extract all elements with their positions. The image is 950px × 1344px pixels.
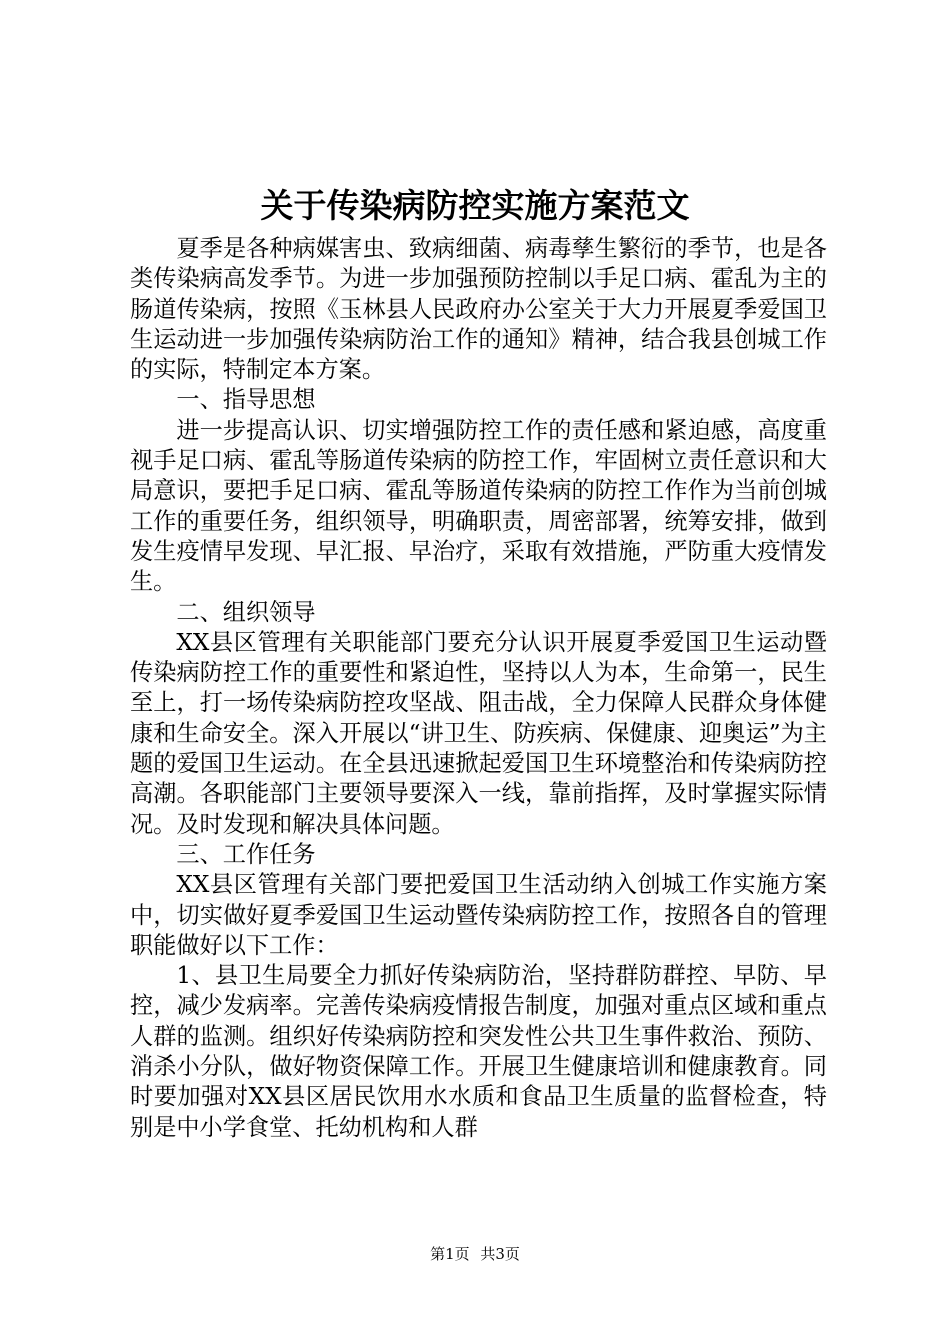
organization-paragraph: XX县区管理有关职能部门要充分认识开展夏季爱国卫生运动暨传染病防控工作的重要性和紧迫性，坚持以人为本，生命第一，民生至上，打一场传染病防控攻坚战、阻击战，全力保障人民群众身体健康和生命安全。深入开展以“讲卫生、防疾病、保健康、迎奥运”为主题的爱国卫生运动。在全县迅速掀起爱国卫生环境整治和传染病防控高潮。各职能部门主要领导要深入一线，靠前指挥，及时掌握实际情况。及时发现和解决具体问题。: [130, 628, 827, 838]
page-footer: [0, 1244, 950, 1264]
intro-paragraph: 夏季是各种病媒害虫、致病细菌、病毒孳生繁衍的季节，也是各类传染病高发季节。为进一步加强预防控制以手足口病、霍乱为主的肠道传染病，按照《玉林县人民政府办公室关于大力开展夏季爱国卫生运动进一步加强传染病防治工作的通知》精神，结合我县创城工作的实际，特制定本方案。: [130, 235, 827, 384]
guiding-thought-paragraph: 进一步提高认识、切实增强防控工作的责任感和紧迫感，高度重视手足口病、霍乱等肠道传染病的防控工作，牢固树立责任意识和大局意识，要把手足口病、霍乱等肠道传染病的防控工作作为当前创城工作的重要任务，组织领导，明确职责，周密部署，统筹安排，做到发生疫情早发现、早汇报、早治疗，采取有效措施，严防重大疫情发生。: [130, 416, 827, 596]
document-title: 关于传染病防控实施方案范文: [260, 186, 690, 225]
page-number: 第1页: [430, 1245, 470, 1263]
section-heading-guiding-thought: 一、指导思想: [176, 386, 316, 414]
task-item-1-paragraph: 1、县卫生局要全力抓好传染病防治，坚持群防群控、早防、早控，减少发病率。完善传染病疫情报告制度，加强对重点区域和重点人群的监测。组织好传染病防控和突发性公共卫生事件救治、预防、消杀小分队，做好物资保障工作。开展卫生健康培训和健康教育。同时要加强对XX县区居民饮用水水质和食品卫生质量的监督检查，特别是中小学食堂、托幼机构和人群: [130, 962, 827, 1141]
document-body: [130, 234, 827, 1143]
page-total: 共3页: [480, 1245, 520, 1263]
section-heading-tasks: 三、工作任务: [176, 840, 316, 868]
section-heading-organization: 二、组织领导: [176, 598, 316, 626]
tasks-intro-paragraph: XX县区管理有关部门要把爱国卫生活动纳入创城工作实施方案中，切实做好夏季爱国卫生运动暨传染病防控工作，按照各自的管理职能做好以下工作：: [130, 871, 827, 959]
